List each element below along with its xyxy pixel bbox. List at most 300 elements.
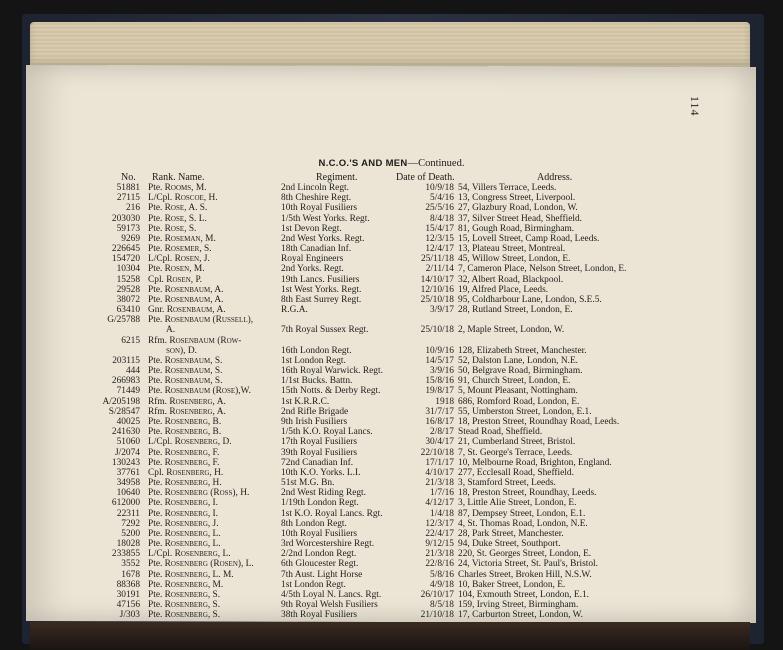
rank-name <box>148 590 220 600</box>
rank: Cpl. <box>148 467 164 478</box>
roll-table <box>0 183 783 620</box>
heading-suffix: —Continued. <box>407 158 465 169</box>
rank-name <box>148 437 232 447</box>
rank: Pte. <box>148 183 163 193</box>
service-number: 612000 <box>111 498 140 509</box>
rank-name <box>148 519 219 529</box>
soldier-name: Rosenberg, S. <box>164 600 221 611</box>
date-of-death: 25/10/18 <box>420 325 454 336</box>
table-row <box>0 590 783 600</box>
rank: Pte. <box>148 386 163 397</box>
address: 7, Cameron Place, Nelson Street, London, E. <box>458 264 627 275</box>
table-row <box>0 224 783 234</box>
soldier-name-continued: A. <box>166 325 176 336</box>
date-of-death: 3/9/17 <box>430 305 454 316</box>
service-number: A/205198 <box>102 396 140 407</box>
date-of-death: 16/8/17 <box>425 416 454 427</box>
rank: Pte. <box>148 264 163 275</box>
service-number: 7292 <box>121 518 140 529</box>
rank-name <box>148 214 207 224</box>
table-row <box>0 559 783 569</box>
service-number: 3552 <box>121 559 140 570</box>
date-of-death: 14/5/17 <box>425 355 454 366</box>
date-of-death: 2/8/17 <box>430 427 454 438</box>
date-of-death: 4/9/18 <box>430 579 454 590</box>
soldier-name: Rosen, M. <box>164 264 205 275</box>
date-of-death: 21/3/18 <box>425 549 454 560</box>
table-row <box>0 600 783 610</box>
rank-name <box>148 448 219 458</box>
regiment: 1st London Regt. <box>281 355 346 366</box>
soldier-name: Rosenbaum (Rose),W. <box>164 386 251 397</box>
address: 220, St. Georges Street, London, E. <box>458 549 592 560</box>
date-of-death: 4/12/17 <box>425 498 454 509</box>
soldier-name: Rose, A. S. <box>164 203 208 214</box>
regiment: 2nd West Yorks. Regt. <box>281 233 365 244</box>
service-number: 30191 <box>116 589 140 600</box>
regiment: 16th Royal Warwick. Regt. <box>281 366 383 377</box>
regiment: 2nd Yorks. Regt. <box>281 264 344 275</box>
rank-name <box>148 539 221 549</box>
rank-name <box>148 509 218 519</box>
service-number: 59173 <box>116 223 140 234</box>
rank: Pte. <box>148 600 163 611</box>
date-of-death: 15/4/17 <box>425 223 454 234</box>
soldier-name: Rosenberg, L. M. <box>164 569 234 580</box>
address: 15, Lovell Street, Camp Road, Leeds. <box>458 233 600 244</box>
table-row <box>0 254 783 264</box>
soldier-name: Rosenberg, H. <box>166 467 224 478</box>
table-row <box>0 468 783 478</box>
soldier-name: Rosen, P. <box>166 274 202 285</box>
rank-name <box>148 458 219 468</box>
soldier-name: Rosenbaum (Russell), <box>164 315 254 326</box>
rank-name <box>148 356 222 366</box>
address: 50, Belgrave Road, Birmingham. <box>458 366 583 377</box>
rank-name <box>148 529 221 539</box>
service-number: S/28547 <box>108 406 140 417</box>
date-of-death: 12/4/17 <box>425 244 454 255</box>
rank: Pte. <box>148 427 163 438</box>
regiment: 9th Irish Fusiliers <box>281 416 348 427</box>
date-of-death: 22/8/16 <box>425 559 454 570</box>
service-number: 1678 <box>121 569 140 580</box>
rank-name <box>148 336 241 346</box>
regiment: 38th Royal Fusiliers <box>281 610 358 621</box>
regiment: 10th Royal Fusiliers <box>281 528 358 539</box>
regiment: 2nd Rifle Brigade <box>281 406 349 417</box>
rank: Pte. <box>148 203 163 214</box>
soldier-name-continued: son), D. <box>166 345 197 356</box>
rank: Pte. <box>148 447 163 458</box>
rank-name <box>148 183 207 193</box>
date-of-death: 22/4/17 <box>425 528 454 539</box>
rank-name <box>148 244 212 254</box>
table-row <box>0 539 783 549</box>
regiment: 2/2nd London Regt. <box>281 549 357 560</box>
regiment: 1/19th London Regt. <box>281 498 359 509</box>
rank-name <box>148 478 222 488</box>
soldier-name: Rosenberg, J. <box>164 518 219 529</box>
service-number: 51881 <box>116 183 140 193</box>
table-row <box>0 275 783 285</box>
date-of-death: 26/10/17 <box>420 589 454 600</box>
address: 18, Preston Street, Roundhay Road, Leeds. <box>458 416 620 427</box>
address: 277, Ecclesall Road, Sheffield. <box>458 467 574 478</box>
address: 87, Dempsey Street, London, E.1. <box>458 508 586 519</box>
rank-name <box>148 600 220 610</box>
service-number: 266983 <box>111 376 140 387</box>
table-row <box>0 519 783 529</box>
page-number: 114 <box>688 96 702 117</box>
rank-name <box>148 193 218 203</box>
column-header-address: Address. <box>537 172 573 183</box>
address: 104, Exmouth Street, London, E.1. <box>458 589 589 600</box>
date-of-death: 5/8/16 <box>430 569 454 580</box>
address: 32, Albert Road, Blackpool. <box>458 274 564 285</box>
regiment: 1/5th K.O. Royal Lancs. <box>281 427 373 438</box>
date-of-death: 2/11/14 <box>425 264 454 275</box>
date-of-death: 21/10/18 <box>420 610 454 621</box>
regiment: 2nd Lincoln Regt. <box>281 183 349 193</box>
rank-name <box>148 397 226 407</box>
regiment: 16th London Regt. <box>281 345 352 356</box>
date-of-death: 15/8/16 <box>425 376 454 387</box>
address: 24, Victoria Street, St. Paul's, Bristol. <box>458 559 599 570</box>
service-number: G/25788 <box>107 315 140 326</box>
page-edges <box>30 22 750 68</box>
service-number: 29528 <box>116 284 140 295</box>
service-number: 9269 <box>121 233 140 244</box>
service-number: 27115 <box>116 193 140 204</box>
rank: Pte. <box>148 539 163 550</box>
regiment: 1st London Regt. <box>281 579 346 590</box>
date-of-death: 3/9/16 <box>430 366 454 377</box>
rank: Pte. <box>148 610 163 621</box>
column-header-rank-name: Rank. Name. <box>152 172 205 183</box>
soldier-name: Rosenbaum, A. <box>164 294 224 305</box>
rank-name <box>148 203 207 213</box>
date-of-death: 1/7/16 <box>430 488 454 499</box>
rank-name <box>148 305 226 315</box>
address: 13, Congress Street, Liverpool. <box>458 193 576 204</box>
rank: Gnr. <box>148 305 165 316</box>
soldier-name: Rosenberg (Ross), H. <box>164 488 250 499</box>
service-number: 233855 <box>111 549 140 560</box>
soldier-name: Rosemer, S. <box>164 244 212 255</box>
rank: Pte. <box>148 457 163 468</box>
table-row <box>0 386 783 396</box>
regiment: 19th Lancs. Fusiliers <box>281 274 360 285</box>
rank: Pte. <box>148 213 163 224</box>
rank-name <box>148 427 221 437</box>
rank: Cpl. <box>148 274 164 285</box>
table-row <box>0 407 783 417</box>
service-number: 226645 <box>111 244 140 255</box>
regiment: 2nd West Riding Regt. <box>281 488 367 499</box>
rank: L/Cpl. <box>148 437 173 448</box>
rank: Pte. <box>148 498 163 509</box>
regiment: 7th Aust. Light Horse <box>281 569 363 580</box>
soldier-name: Rosenberg, S. <box>164 610 221 621</box>
table-row <box>0 234 783 244</box>
table-row <box>0 183 783 193</box>
address: 52, Dalston Lane, London, N.E. <box>458 355 579 366</box>
date-of-death: 8/5/18 <box>430 600 454 611</box>
address: 91, Church Street, London, E. <box>458 376 571 387</box>
regiment: 1st K.R.R.C. <box>281 396 330 407</box>
rank: Pte. <box>148 223 163 234</box>
service-number: J/2074 <box>114 447 140 458</box>
date-of-death: 12/10/16 <box>420 284 454 295</box>
rank-name <box>148 580 223 590</box>
address: 686, Romford Road, London, E. <box>458 396 580 407</box>
service-number: 154720 <box>111 254 140 265</box>
rank-name <box>148 315 253 325</box>
rank: L/Cpl. <box>148 254 173 265</box>
soldier-name: Rosenberg, F. <box>164 447 220 458</box>
address: 28, Park Street, Manchester. <box>458 528 564 539</box>
regiment: R.G.A. <box>281 305 308 316</box>
table-row <box>0 529 783 539</box>
table-row <box>0 509 783 519</box>
date-of-death: 19/8/17 <box>425 386 454 397</box>
address: 10, Baker Street, London, E. <box>458 579 566 590</box>
date-of-death: 14/10/17 <box>420 274 454 285</box>
date-of-death: 4/10/17 <box>425 467 454 478</box>
rank: Pte. <box>148 355 163 366</box>
soldier-name: Roseman, M. <box>164 233 216 244</box>
service-number: 34958 <box>116 478 140 489</box>
regiment: 4/5th Loyal N. Lancs. Rgt. <box>281 589 382 600</box>
date-of-death: 5/4/16 <box>430 193 454 204</box>
rank-name <box>148 285 224 295</box>
regiment: 72nd Canadian Inf. <box>281 457 354 468</box>
table-row <box>0 478 783 488</box>
soldier-name: Rosenbaum (Row- <box>169 335 242 346</box>
rank-name <box>148 234 216 244</box>
address: 19, Alfred Place, Leeds. <box>458 284 549 295</box>
service-number: 40025 <box>116 416 140 427</box>
regiment: 8th East Surrey Regt. <box>281 294 362 305</box>
soldier-name: Rooms, M. <box>164 183 207 193</box>
table-row <box>0 580 783 590</box>
regiment: 18th Canadian Inf. <box>281 244 352 255</box>
book-cover-bottom <box>30 622 750 650</box>
soldier-name: Rosenbaum, A. <box>164 284 224 295</box>
soldier-name: Rosenberg, L. <box>164 528 221 539</box>
service-number: 47156 <box>116 600 140 611</box>
soldier-name: Rosenberg, L. <box>164 539 221 550</box>
regiment: 1st West Yorks. Regt. <box>281 284 362 295</box>
date-of-death: 9/12/15 <box>425 539 454 550</box>
rank: Pte. <box>148 559 163 570</box>
rank-name <box>148 386 251 396</box>
date-of-death: 1/4/18 <box>430 508 454 519</box>
date-of-death: 10/9/16 <box>425 345 454 356</box>
rank: Pte. <box>148 366 163 377</box>
regiment: 1st Devon Regt. <box>281 223 342 234</box>
regiment: 3rd Worcestershire Regt. <box>281 539 375 550</box>
service-number: 10304 <box>116 264 140 275</box>
address: 3, Little Alie Street, London, E. <box>458 498 577 509</box>
soldier-name: Rosenbaum, A. <box>166 305 226 316</box>
table-row <box>0 570 783 580</box>
address: 95, Coldharbour Lane, London, S.E.5. <box>458 294 602 305</box>
regiment: 10th K.O. Yorks. L.I. <box>281 467 361 478</box>
rank: L/Cpl. <box>148 193 173 204</box>
service-number: 203115 <box>112 355 140 366</box>
address: 5, Mount Pleasant, Nottingham. <box>458 386 578 397</box>
address: 94, Duke Street, Southport. <box>458 539 561 550</box>
address: 10, Melbourne Road, Brighton, England. <box>458 457 612 468</box>
regiment: 6th Gloucester Regt. <box>281 559 359 570</box>
table-row <box>0 427 783 437</box>
address: 45, Willow Street, London, E. <box>458 254 571 265</box>
soldier-name: Rosenbaum, S. <box>164 376 223 387</box>
soldier-name: Rosenberg, S. <box>164 589 221 600</box>
regiment: 8th London Regt. <box>281 518 347 529</box>
address: 27, Glazbury Road, London, W. <box>458 203 578 214</box>
rank: Pte. <box>148 416 163 427</box>
soldier-name: Rosenberg, L. <box>174 549 231 560</box>
rank-name <box>148 407 226 417</box>
rank: Rfm. <box>148 335 168 346</box>
service-number: 130243 <box>111 457 140 468</box>
rank-name <box>148 468 223 478</box>
service-number: 51060 <box>116 437 140 448</box>
table-row <box>0 549 783 559</box>
date-of-death: 12/3/17 <box>425 518 454 529</box>
table-row <box>0 244 783 254</box>
address: Charles Street, Broken Hill, N.S.W. <box>458 569 592 580</box>
soldier-name: Rosen, J. <box>174 254 210 265</box>
rank-name <box>148 376 222 386</box>
address: 128, Elizabeth Street, Manchester. <box>458 345 587 356</box>
address: 18, Preston Street, Roundhay, Leeds. <box>458 488 597 499</box>
soldier-name: Rosenberg, A. <box>169 406 226 417</box>
table-row <box>0 366 783 376</box>
soldier-name: Roscoe, H. <box>174 193 218 204</box>
rank-name <box>148 570 234 580</box>
table-row <box>0 285 783 295</box>
service-number: 444 <box>125 366 140 377</box>
service-number: 241630 <box>111 427 140 438</box>
address: 2, Maple Street, London, W. <box>458 325 565 336</box>
regiment: 51st M.G. Bn. <box>281 478 335 489</box>
rank-name <box>148 610 220 620</box>
address: 81, Gough Road, Birmingham. <box>458 223 575 234</box>
address: Stead Road, Sheffield. <box>458 427 543 438</box>
rank-name <box>148 254 210 264</box>
date-of-death: 22/10/18 <box>420 447 454 458</box>
address: 13, Plateau Street, Montreal. <box>458 244 566 255</box>
soldier-name: Rosenberg, I. <box>164 508 219 519</box>
rank: Pte. <box>148 528 163 539</box>
table-row <box>0 193 783 203</box>
address: 3, Stamford Street, Leeds. <box>458 478 556 489</box>
date-of-death: 25/10/18 <box>420 294 454 305</box>
date-of-death: 8/4/18 <box>430 213 454 224</box>
rank-name <box>148 417 221 427</box>
rank: Pte. <box>148 478 163 489</box>
table-row <box>0 214 783 224</box>
rank: Rfm. <box>148 406 168 417</box>
rank: Pte. <box>148 508 163 519</box>
rank-name <box>148 559 254 569</box>
soldier-name: Rosenberg, M. <box>164 579 224 590</box>
regiment: 17th Royal Fusiliers <box>281 437 358 448</box>
soldier-name: Rosenbaum, S. <box>164 366 223 377</box>
table-row <box>0 417 783 427</box>
service-number: 10640 <box>116 488 140 499</box>
address: 37, Silver Street Head, Sheffield. <box>458 213 583 224</box>
rank: Pte. <box>148 244 163 255</box>
regiment: 9th Royal Welsh Fusiliers <box>281 600 378 611</box>
table-row <box>0 488 783 498</box>
rank: Pte. <box>148 376 163 387</box>
date-of-death: 25/11/18 <box>421 254 454 265</box>
service-number: 63410 <box>116 305 140 316</box>
regiment: 7th Royal Sussex Regt. <box>281 325 369 336</box>
regiment: 10th Royal Fusiliers <box>281 203 358 214</box>
service-number: 203030 <box>111 213 140 224</box>
date-of-death: 30/4/17 <box>425 437 454 448</box>
table-row <box>0 336 783 356</box>
date-of-death: 21/3/18 <box>425 478 454 489</box>
table-row <box>0 376 783 386</box>
service-number: 15258 <box>116 274 140 285</box>
table-row <box>0 315 783 335</box>
service-number: 88368 <box>116 579 140 590</box>
soldier-name: Rosenberg, F. <box>164 457 220 468</box>
rank-name <box>148 549 231 559</box>
address: 21, Cumberland Street, Bristol. <box>458 437 576 448</box>
rank: Pte. <box>148 518 163 529</box>
date-of-death: 25/5/16 <box>425 203 454 214</box>
table-row <box>0 437 783 447</box>
soldier-name: Rosenberg, I. <box>164 498 219 509</box>
address: 7, St. George's Terrace, Leeds. <box>458 447 573 458</box>
regiment: 1st K.O. Royal Lancs. Rgt. <box>281 508 383 519</box>
date-of-death: 31/7/17 <box>425 406 454 417</box>
rank: Rfm. <box>148 396 168 407</box>
rank: Pte. <box>148 589 163 600</box>
rank: Pte. <box>148 233 163 244</box>
table-row <box>0 498 783 508</box>
address: 4, St. Thomas Road, London, N.E. <box>458 518 588 529</box>
address: 159, Irving Street, Birmingham. <box>458 600 579 611</box>
rank: Pte. <box>148 315 163 326</box>
soldier-name: Rosenberg, A. <box>169 396 226 407</box>
rank: L/Cpl. <box>148 549 173 560</box>
regiment: Royal Engineers <box>281 254 344 265</box>
service-number: 18028 <box>116 539 140 550</box>
rank-name <box>148 498 218 508</box>
table-row <box>0 203 783 213</box>
table-row <box>0 610 783 620</box>
service-number: 37761 <box>116 467 140 478</box>
address: 54, Villers Terrace, Leeds. <box>458 183 557 193</box>
rank: Pte. <box>148 284 163 295</box>
rank: Pte. <box>148 488 163 499</box>
date-of-death: 17/1/17 <box>425 457 454 468</box>
date-of-death: 1918 <box>435 396 454 407</box>
date-of-death: 10/9/18 <box>425 183 454 193</box>
rank: Pte. <box>148 569 163 580</box>
rank-name <box>148 366 222 376</box>
regiment: 1/1st Bucks. Battn. <box>281 376 353 387</box>
